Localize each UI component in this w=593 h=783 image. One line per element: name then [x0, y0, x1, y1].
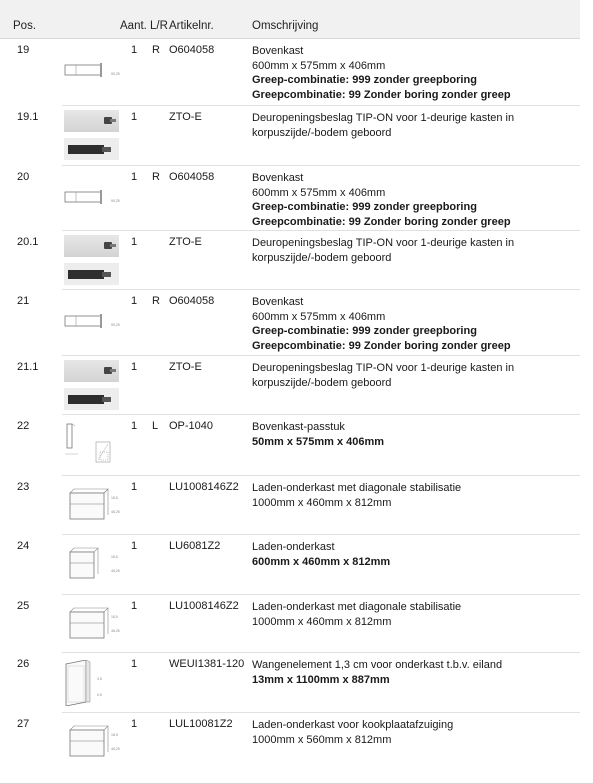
- row-omschrijving: [252, 111, 582, 140]
- row-aant: 1: [131, 171, 138, 183]
- row-pos: 20.1: [17, 236, 39, 248]
- desc-line: 1000mm x 460mm x 812mm: [252, 496, 392, 509]
- desc-line: Greep-combinatie: 999 zonder greepboring: [252, 325, 477, 338]
- row-pos: 19: [17, 44, 30, 56]
- desc-line: 1000mm x 560mm x 812mm: [252, 733, 392, 746]
- row-pos: 20: [17, 171, 30, 183]
- row-artikelnr: ZTO-E: [169, 361, 202, 373]
- row-artikelnr: LU6081Z2: [169, 540, 221, 552]
- row-aant: 1: [131, 540, 138, 552]
- desc-line: 600mm x 575mm x 406mm: [252, 186, 386, 199]
- desc-line: 50mm x 575mm x 406mm: [252, 435, 385, 448]
- tipon-thumbnail: [64, 110, 119, 160]
- desc-line: 1000mm x 460mm x 812mm: [252, 615, 392, 628]
- desc-line: Deuropeningsbeslag TIP-ON voor 1-deurige kasten in: [252, 362, 515, 374]
- desc-line: Bovenkast: [252, 172, 304, 184]
- drawer-cabinet-thumbnail: [64, 606, 124, 640]
- row-pos: 22: [17, 420, 30, 432]
- desc-line: Laden-onderkast voor kookplaatafzuiging: [252, 719, 454, 731]
- row-pos: 27: [17, 718, 30, 730]
- desc-line: Bovenkast: [252, 296, 304, 308]
- row-artikelnr: WEUI1381-120: [169, 658, 245, 670]
- row-omschrijving: [252, 600, 582, 629]
- row-pos: 21.1: [17, 361, 39, 373]
- row-aant: 1: [131, 44, 138, 56]
- row-lr: R: [152, 171, 160, 183]
- row-lr: R: [152, 44, 160, 56]
- row-aant: 1: [131, 600, 138, 612]
- row-omschrijving: [252, 420, 582, 449]
- tipon-thumbnail: [64, 360, 119, 410]
- svg-text:46,25: 46,25: [111, 510, 120, 514]
- drawer-cabinet-thumbnail: [64, 724, 124, 760]
- desc-line: Greepcombinatie: 99 Zonder boring zonder greep: [252, 89, 511, 102]
- row-pos: 26: [17, 658, 30, 670]
- row-artikelnr: O604058: [169, 295, 215, 307]
- desc-line: Bovenkast-passtuk: [252, 421, 345, 433]
- row-artikelnr: O604058: [169, 171, 215, 183]
- table-header: [0, 0, 580, 39]
- desc-line: Bovenkast: [252, 45, 304, 57]
- svg-text:18,5: 18,5: [111, 733, 118, 737]
- svg-text:90,25: 90,25: [111, 199, 120, 203]
- row-omschrijving: [252, 658, 582, 687]
- row-omschrijving: [252, 295, 582, 354]
- desc-line: Greep-combinatie: 999 zonder greepboring: [252, 201, 477, 214]
- desc-line: Laden-onderkast met diagonale stabilisatie: [252, 482, 462, 494]
- tipon-thumbnail: [64, 235, 119, 285]
- row-aant: 1: [131, 111, 138, 123]
- row-aant: 1: [131, 295, 138, 307]
- desc-line: 600mm x 460mm x 812mm: [252, 555, 391, 568]
- header-aant: Aant.: [120, 20, 147, 32]
- desc-line: 600mm x 575mm x 406mm: [252, 59, 386, 72]
- desc-line: Laden-onderkast: [252, 541, 335, 553]
- row-aant: 1: [131, 481, 138, 493]
- row-pos: 19.1: [17, 111, 39, 123]
- svg-text:90,25: 90,25: [111, 72, 120, 76]
- desc-line: Laden-onderkast met diagonale stabilisatie: [252, 601, 462, 613]
- header-artikelnr: Artikelnr.: [169, 20, 214, 32]
- row-aant: 1: [131, 361, 138, 373]
- drawer-cabinet-thumbnail: [64, 546, 124, 580]
- svg-text:46,25: 46,25: [111, 629, 120, 633]
- svg-text:46,25: 46,25: [111, 569, 120, 573]
- row-aant: 1: [131, 658, 138, 670]
- desc-line: korpuszijde/-bodem geboord: [252, 126, 392, 139]
- row-artikelnr: OP-1040: [169, 420, 214, 432]
- desc-line: Greepcombinatie: 99 Zonder boring zonder greep: [252, 340, 511, 353]
- side-panel-thumbnail: [64, 660, 124, 706]
- row-omschrijving: [252, 718, 582, 747]
- row-pos: 25: [17, 600, 30, 612]
- desc-line: Wangenelement 1,3 cm voor onderkast t.b.v. eiland: [252, 659, 503, 671]
- row-omschrijving: [252, 236, 582, 265]
- row-omschrijving: [252, 361, 582, 390]
- header-omschrijving: Omschrijving: [252, 20, 319, 32]
- row-artikelnr: LU1008146Z2: [169, 600, 239, 612]
- svg-text:46,25: 46,25: [111, 747, 120, 751]
- desc-line: Greep-combinatie: 999 zonder greepboring: [252, 74, 477, 87]
- svg-text:0,5: 0,5: [97, 693, 102, 697]
- row-omschrijving: [252, 44, 582, 103]
- row-aant: 1: [131, 420, 138, 432]
- svg-text:90,25: 90,25: [111, 323, 120, 327]
- row-artikelnr: ZTO-E: [169, 111, 202, 123]
- desc-line: korpuszijde/-bodem geboord: [252, 251, 392, 264]
- desc-line: 600mm x 575mm x 406mm: [252, 310, 386, 323]
- row-aant: 1: [131, 236, 138, 248]
- desc-line: Deuropeningsbeslag TIP-ON voor 1-deurige kasten in: [252, 112, 515, 124]
- row-aant: 1: [131, 718, 138, 730]
- row-artikelnr: ZTO-E: [169, 236, 202, 248]
- desc-line: 13mm x 1100mm x 887mm: [252, 673, 390, 686]
- row-lr: R: [152, 295, 160, 307]
- svg-text:18,5: 18,5: [111, 555, 118, 559]
- header-lr: L/R: [150, 20, 168, 32]
- filler-piece-thumbnail: [64, 422, 124, 466]
- row-omschrijving: [252, 171, 582, 230]
- desc-line: korpuszijde/-bodem geboord: [252, 376, 392, 389]
- svg-text:18,5: 18,5: [111, 615, 118, 619]
- row-artikelnr: O604058: [169, 44, 215, 56]
- desc-line: Deuropeningsbeslag TIP-ON voor 1-deurige kasten in: [252, 237, 515, 249]
- svg-text:3,5: 3,5: [97, 677, 102, 681]
- wall-cabinet-thumbnail: [64, 185, 124, 207]
- row-omschrijving: [252, 481, 582, 510]
- desc-line: Greepcombinatie: 99 Zonder boring zonder greep: [252, 216, 511, 229]
- wall-cabinet-thumbnail: [64, 309, 124, 331]
- row-pos: 23: [17, 481, 30, 493]
- drawer-cabinet-thumbnail: [64, 487, 124, 521]
- row-pos: 24: [17, 540, 30, 552]
- row-artikelnr: LUL10081Z2: [169, 718, 233, 730]
- wall-cabinet-thumbnail: [64, 58, 124, 80]
- row-omschrijving: [252, 540, 582, 569]
- row-pos: 21: [17, 295, 30, 307]
- row-artikelnr: LU1008146Z2: [169, 481, 239, 493]
- svg-text:18,5: 18,5: [111, 496, 118, 500]
- header-pos: Pos.: [13, 20, 37, 32]
- row-lr: L: [152, 420, 159, 432]
